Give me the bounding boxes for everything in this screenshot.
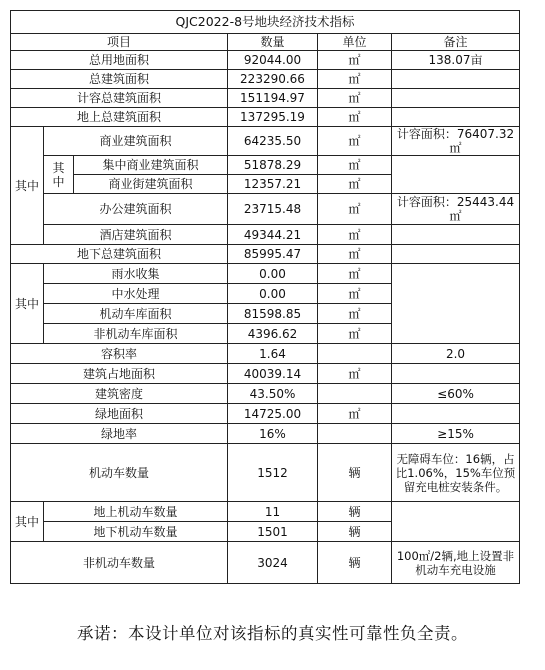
row-unit: ㎡ <box>318 225 392 245</box>
row-unit: ㎡ <box>318 324 392 344</box>
row-note <box>392 89 520 108</box>
row-item: 计容总建筑面积 <box>11 89 228 108</box>
row-value: 137295.19 <box>228 108 318 127</box>
table-row <box>11 542 520 584</box>
row-note <box>392 245 520 264</box>
table-row <box>11 70 520 89</box>
row-unit: 辆 <box>318 542 392 584</box>
table-row <box>11 89 520 108</box>
row-unit: ㎡ <box>318 364 392 384</box>
row-value: 3024 <box>228 542 318 584</box>
row-value: 92044.00 <box>228 51 318 70</box>
row-unit: ㎡ <box>318 127 392 156</box>
row-item: 地上总建筑面积 <box>11 108 228 127</box>
row-unit <box>318 384 392 404</box>
table-row <box>11 194 520 225</box>
row-unit: ㎡ <box>318 70 392 89</box>
row-item: 地下机动车数量 <box>44 522 228 542</box>
row-value: 49344.21 <box>228 225 318 245</box>
row-unit: ㎡ <box>318 304 392 324</box>
table-row <box>11 364 520 384</box>
row-unit: 辆 <box>318 502 392 522</box>
row-note <box>392 264 520 344</box>
row-unit: ㎡ <box>318 264 392 284</box>
row-value: 1.64 <box>228 344 318 364</box>
row-note: 计容面积：25443.44㎡ <box>392 194 520 225</box>
subgroup-label: 其中 <box>44 156 74 194</box>
row-value: 51878.29 <box>228 156 318 175</box>
row-value: 40039.14 <box>228 364 318 384</box>
table-title: QJC2022-8号地块经济技术指标 <box>11 11 520 34</box>
row-item: 容积率 <box>11 344 228 364</box>
row-value: 16% <box>228 424 318 444</box>
row-value: 0.00 <box>228 284 318 304</box>
row-note: 138.07亩 <box>392 51 520 70</box>
header-item: 项目 <box>11 34 228 51</box>
row-item: 建筑占地面积 <box>11 364 228 384</box>
table-row <box>11 404 520 424</box>
row-value: 23715.48 <box>228 194 318 225</box>
row-unit: ㎡ <box>318 89 392 108</box>
pledge-statement: 承诺：本设计单位对该指标的真实性可靠性负全责。 <box>77 624 468 643</box>
row-note: 计容面积：76407.32㎡ <box>392 127 520 156</box>
row-item: 酒店建筑面积 <box>44 225 228 245</box>
row-value: 151194.97 <box>228 89 318 108</box>
group-label: 其中 <box>11 264 44 344</box>
table-row <box>11 502 520 522</box>
row-value: 64235.50 <box>228 127 318 156</box>
row-item: 非机动车数量 <box>11 542 228 584</box>
table-row <box>11 245 520 264</box>
row-unit <box>318 344 392 364</box>
row-note <box>392 404 520 424</box>
row-unit: ㎡ <box>318 284 392 304</box>
row-value: 4396.62 <box>228 324 318 344</box>
row-item: 地下总建筑面积 <box>11 245 228 264</box>
row-item: 非机动车库面积 <box>44 324 228 344</box>
table-row <box>11 444 520 502</box>
row-value: 223290.66 <box>228 70 318 89</box>
row-item: 总建筑面积 <box>11 70 228 89</box>
row-item: 商业街建筑面积 <box>74 175 228 194</box>
row-unit <box>318 424 392 444</box>
row-unit: ㎡ <box>318 194 392 225</box>
row-value: 11 <box>228 502 318 522</box>
row-item: 办公建筑面积 <box>44 194 228 225</box>
row-item: 雨水收集 <box>44 264 228 284</box>
row-item: 绿地面积 <box>11 404 228 424</box>
row-item: 机动车库面积 <box>44 304 228 324</box>
group-label: 其中 <box>11 502 44 542</box>
row-item: 集中商业建筑面积 <box>74 156 228 175</box>
table-row <box>11 51 520 70</box>
row-unit: ㎡ <box>318 156 392 175</box>
row-item: 机动车数量 <box>11 444 228 502</box>
row-item: 地上机动车数量 <box>44 502 228 522</box>
header-unit: 单位 <box>318 34 392 51</box>
row-note: 100㎡/2辆,地上设置非机动车充电设施 <box>392 542 520 584</box>
group-label: 其中 <box>11 127 44 245</box>
table-row <box>11 384 520 404</box>
header-value: 数量 <box>228 34 318 51</box>
row-value: 14725.00 <box>228 404 318 424</box>
header-note: 备注 <box>392 34 520 51</box>
table-row <box>11 264 520 284</box>
row-note: ≤60% <box>392 384 520 404</box>
row-value: 81598.85 <box>228 304 318 324</box>
row-note <box>392 156 520 194</box>
table-row <box>11 225 520 245</box>
row-item: 绿地率 <box>11 424 228 444</box>
table-row <box>11 127 520 156</box>
table-row <box>11 156 520 175</box>
row-note <box>392 364 520 384</box>
row-value: 85995.47 <box>228 245 318 264</box>
row-unit: ㎡ <box>318 404 392 424</box>
row-value: 12357.21 <box>228 175 318 194</box>
row-note: ≥15% <box>392 424 520 444</box>
row-note: 2.0 <box>392 344 520 364</box>
row-unit: ㎡ <box>318 108 392 127</box>
row-item: 建筑密度 <box>11 384 228 404</box>
table-row <box>11 424 520 444</box>
indicator-table <box>10 10 520 584</box>
row-value: 1512 <box>228 444 318 502</box>
row-item: 商业建筑面积 <box>44 127 228 156</box>
row-note <box>392 502 520 542</box>
row-note <box>392 70 520 89</box>
row-value: 43.50% <box>228 384 318 404</box>
row-item: 总用地面积 <box>11 51 228 70</box>
row-note <box>392 108 520 127</box>
row-value: 0.00 <box>228 264 318 284</box>
row-unit: 辆 <box>318 444 392 502</box>
row-unit: ㎡ <box>318 245 392 264</box>
row-unit: ㎡ <box>318 51 392 70</box>
row-note: 无障碍车位：16辆，占比1.06%，15%车位预留充电桩安装条件。 <box>392 444 520 502</box>
table-row <box>11 344 520 364</box>
table-row <box>11 108 520 127</box>
row-note <box>392 225 520 245</box>
row-unit: ㎡ <box>318 175 392 194</box>
row-unit: 辆 <box>318 522 392 542</box>
row-item: 中水处理 <box>44 284 228 304</box>
row-value: 1501 <box>228 522 318 542</box>
